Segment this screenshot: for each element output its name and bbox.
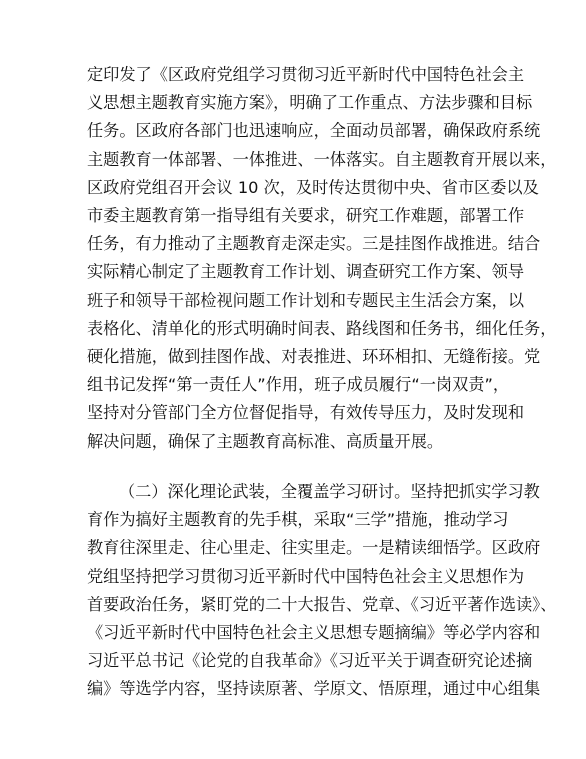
- text-line: 区政府党组召开会议 10 次，及时传达贯彻中央、省市区委以及: [87, 177, 539, 197]
- text-line: 编》等选学内容，坚持读原著、学原文、悟原理，通过中心组集: [87, 679, 541, 699]
- text-line: 硬化措施，做到挂图作战、对表推进、环环相扣、无缝衔接。党: [87, 347, 541, 367]
- text-line: 任务。区政府各部门也迅速响应，全面动员部署，确保政府系统: [87, 121, 541, 141]
- text-line: 育作为搞好主题教育的先手棋，采取“三学”措施，推动学习: [87, 510, 509, 530]
- text-line: 坚持对分管部门全方位督促指导，有效传导压力，及时发现和: [87, 403, 525, 423]
- body-paragraph-2: [87, 478, 557, 704]
- text-line: 实际精心制定了主题教育工作计划、调查研究工作方案、领导: [87, 262, 525, 282]
- text-line: 教育往深里走、往心里走、往实里走。一是精读细悟学。区政府: [87, 538, 541, 558]
- text-line: 定印发了《区政府党组学习贯彻习近平新时代中国特色社会主: [87, 65, 525, 84]
- text-line: 义思想主题教育实施方案》，明确了工作重点、方法步骤和目标: [87, 93, 533, 113]
- body-paragraph-1: [87, 61, 557, 456]
- text-line: 《习近平新时代中国特色社会主义思想专题摘编》等必学内容和: [87, 623, 541, 643]
- text-line: 任务，有力推动了主题教育走深走实。三是挂图作战推进。结合: [87, 234, 541, 254]
- text-line: 组书记发挥“第一责任人”作用，班子成员履行“一岗双责”，: [87, 375, 510, 395]
- text-line: 市委主题教育第一指导组有关要求，研究工作难题，部署工作: [87, 206, 525, 226]
- section-heading-line: （二）深化理论武装，全覆盖学习研讨。坚持把抓实学习教: [119, 482, 540, 501]
- text-line: 习近平总书记《论党的自我革命》《习近平关于调查研究论述摘: [87, 651, 533, 671]
- text-line: 解决问题，确保了主题教育高标准、高质量开展。: [87, 431, 444, 451]
- text-line: 班子和领导干部检视问题工作计划和专题民主生活会方案，以: [87, 290, 525, 310]
- text-line: 表格化、清单化的形式明确时间表、路线图和任务书，细化任务，: [87, 318, 557, 338]
- text-line: 党组坚持把学习贯彻习近平新时代中国特色社会主义思想作为: [87, 566, 525, 586]
- text-line: 首要政治任务，紧盯党的二十大报告、党章、《习近平著作选读》、: [87, 594, 557, 614]
- text-line: 主题教育一体部署、一体推进、一体落实。自主题教育开展以来，: [87, 149, 557, 169]
